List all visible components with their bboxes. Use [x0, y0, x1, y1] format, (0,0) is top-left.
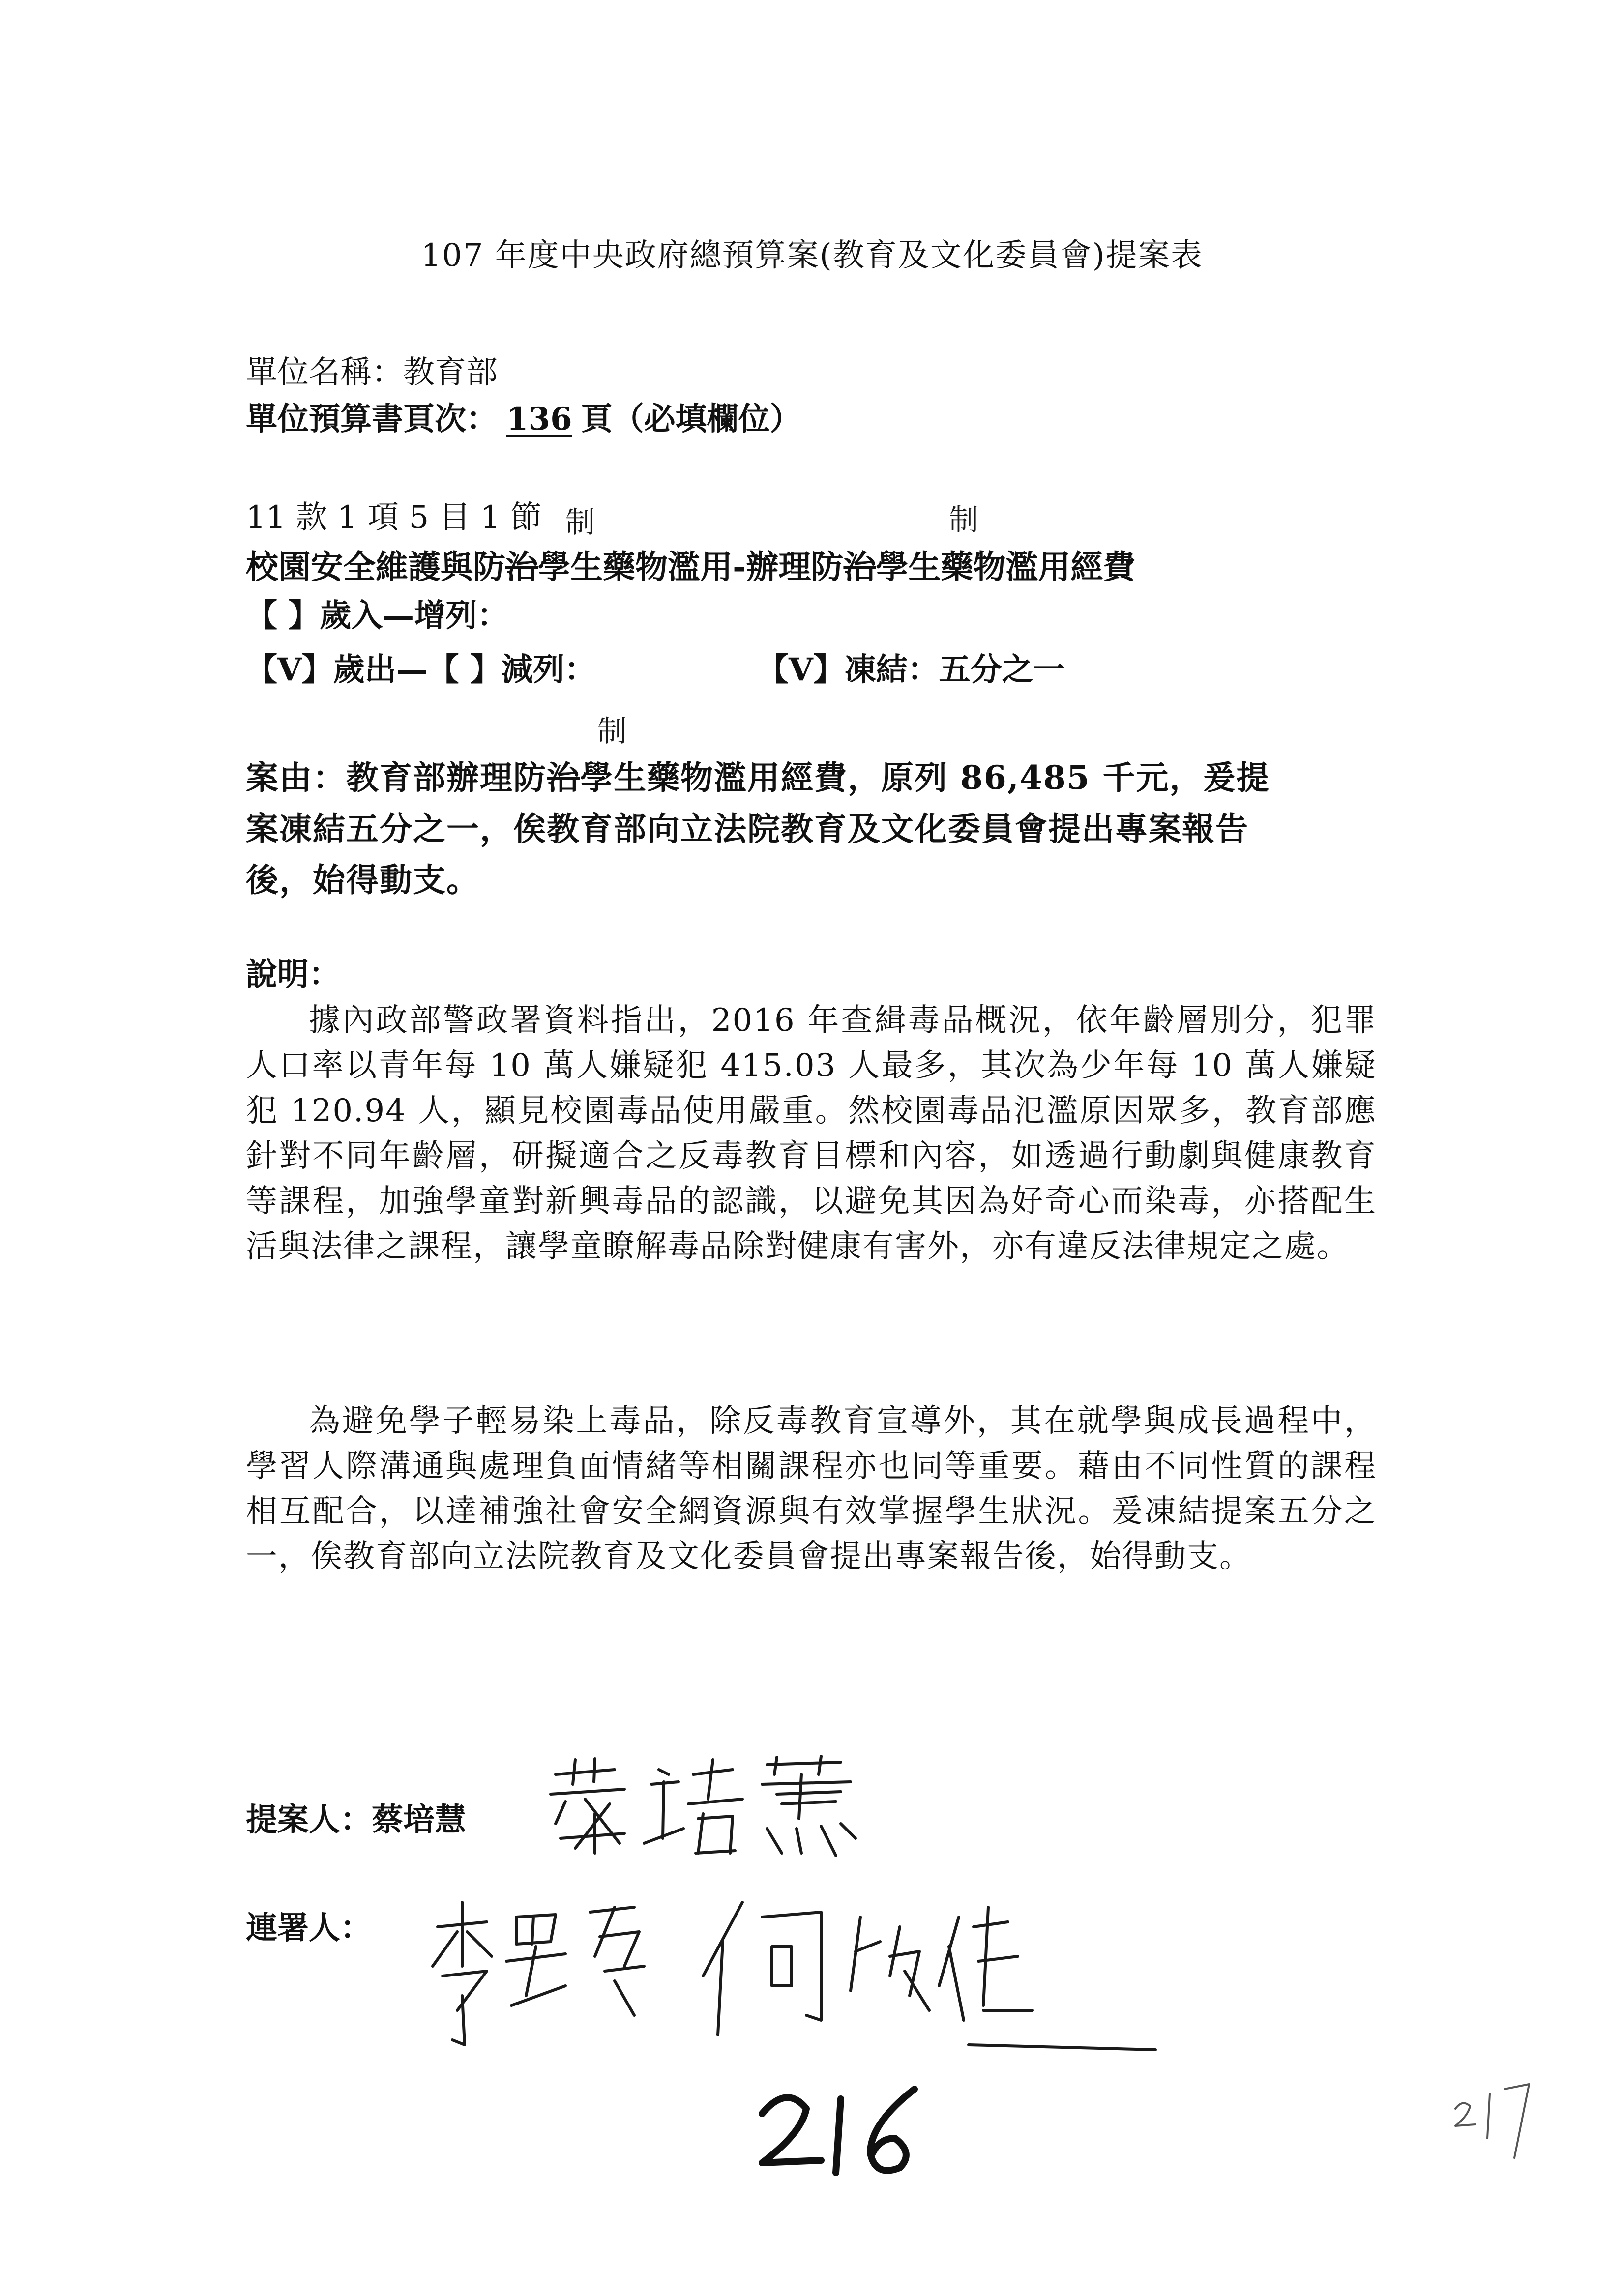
explanation-label: 說明：	[246, 956, 340, 993]
option-expense: 【V】歲出—【 】減列：	[246, 651, 596, 688]
proposal-line-2: 案凍結五分之一，俟教育部向立法院教育及文化委員會提出專案報告	[246, 810, 1249, 848]
explanation-paragraph-1: 據內政部警政署資料指出，2016 年查緝毒品概況，依年齡層別分，犯罪人口率以青年每 10 萬人嫌疑犯 415.03 人最多，其次為少年每 10 萬人嫌疑犯 120.94 人，顯見校園毒品使用嚴重。然校園毒品氾濫原因眾多，教育部應針對不同年齡層，研擬適合之反毒教育目標和內容，如透過行動劇與健康教育等課程，加強學童對新興毒品的認識，以避免其因為好奇心而染毒，亦搭配生活與法律之課程，讓學童瞭解毒品除對健康有害外，亦有違反法律規定之處。	[246, 1002, 1377, 1265]
proposal-block	[246, 752, 1377, 905]
subject-struck: 治	[843, 548, 876, 586]
unit-name-row	[246, 351, 498, 394]
budget-subject	[246, 546, 1135, 588]
page-title: 107 年度中央政府總預算案(教育及文化委員會)提案表	[421, 237, 1203, 274]
option-revenue: 【 】歲入—增列：	[246, 597, 509, 634]
proposer-row	[246, 1799, 466, 1841]
handwritten-page-number-text	[747, 2079, 944, 2187]
subject-part: 校園安全維護與防	[246, 548, 505, 586]
proposal-struck: 治	[547, 758, 580, 797]
unit-name-label: 單位名稱：	[246, 354, 403, 391]
unit-page-label: 單位預算書頁次：	[246, 401, 498, 437]
handwritten-corner-number-text	[1450, 2079, 1539, 2163]
subject-part: 學生藥物濫用-辦理防	[538, 548, 844, 586]
handwritten-edit-mark: 制	[949, 503, 978, 537]
unit-page-row	[246, 398, 801, 440]
unit-page-value: 136	[506, 401, 572, 437]
option-freeze: 【V】凍結：五分之一	[757, 651, 1065, 688]
proposal-text: 學生藥物濫用經費，原列 86,485 千元，爰提	[580, 758, 1270, 797]
proposer-signature	[546, 1755, 860, 1868]
proposal-line-3: 後，始得動支。	[246, 861, 480, 899]
subject-part: 學生藥物濫用經費	[876, 548, 1136, 586]
proposal-text: 教育部辦理防	[346, 758, 547, 797]
budget-section-code: 11 款 1 項 5 目 1 節	[246, 499, 542, 536]
explanation-paragraph-2: 為避免學子輕易染上毒品，除反毒教育宣導外，其在就學與成長過程中，學習人際溝通與處理負面情緒等相關課程亦也同等重要。藉由不同性質的課程相互配合，以達補強社會安全網資源與有效掌握學生狀況。爰凍結提案五分之一，俟教育部向立法院教育及文化委員會提出專案報告後，始得動支。	[246, 1403, 1377, 1575]
handwritten-edit-mark: 制	[565, 505, 595, 540]
proposer-label: 提案人：	[246, 1802, 372, 1838]
proposer-name: 蔡培慧	[372, 1802, 466, 1838]
subject-struck: 治	[505, 548, 538, 586]
unit-name-value: 教育部	[403, 354, 498, 391]
proposal-label: 案由：	[246, 758, 346, 797]
cosigner-signatures	[428, 1897, 1195, 2084]
cosigner-label: 連署人：	[246, 1910, 372, 1947]
handwritten-edit-mark: 制	[597, 714, 627, 749]
unit-page-suffix: 頁（必填欄位）	[581, 401, 801, 437]
proposal-line-1	[246, 752, 1377, 803]
